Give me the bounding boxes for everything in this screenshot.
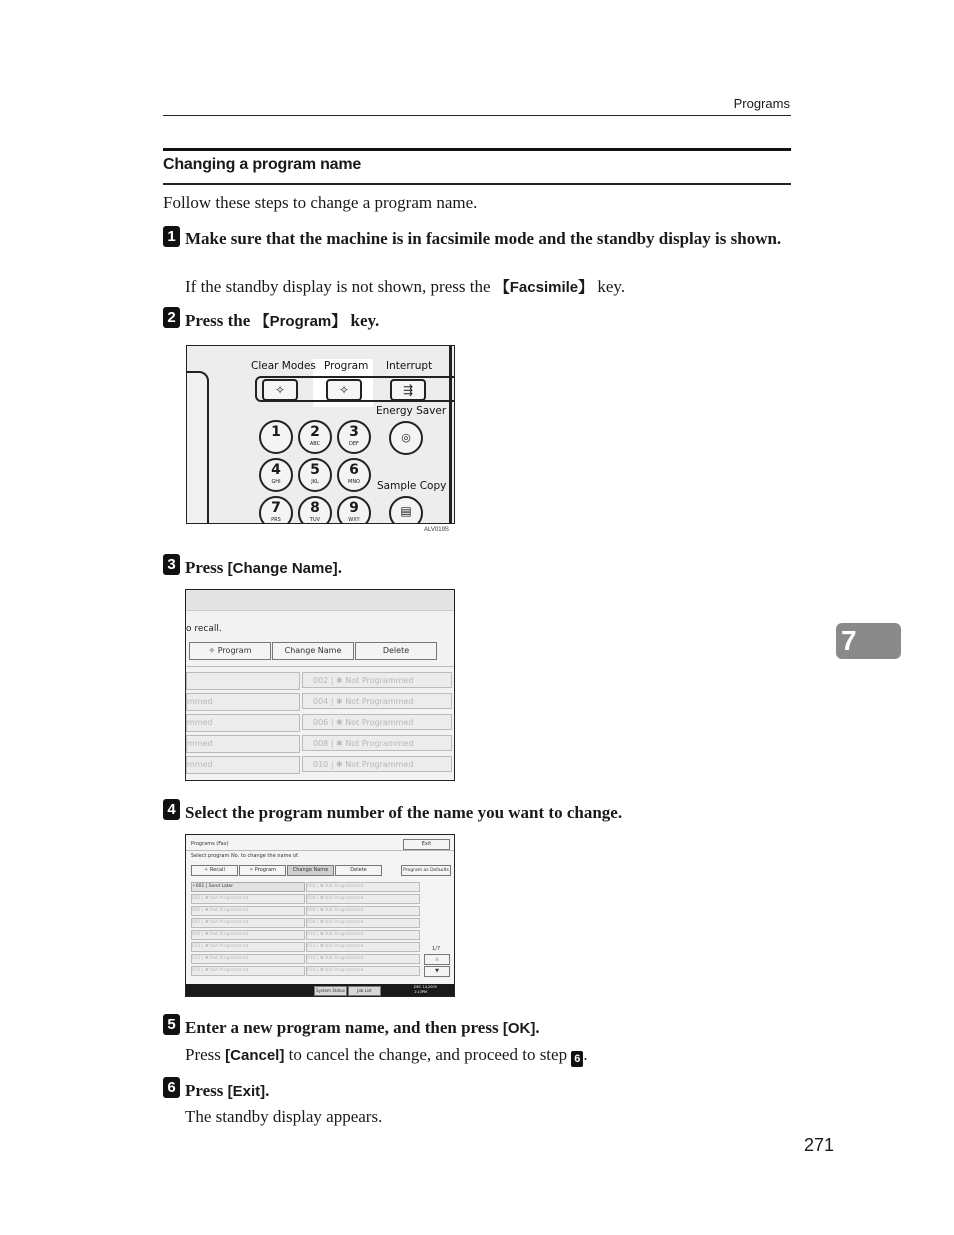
sample-copy-button[interactable] (389, 496, 423, 524)
list-item[interactable]: 010 | ✱ Not Programmed (306, 930, 420, 940)
figure-code: ALV019S (424, 527, 449, 533)
key-6[interactable]: 6 MNO (337, 458, 371, 492)
exit-button[interactable]: Exit (403, 839, 450, 850)
divider (186, 850, 454, 851)
step-4-text: Select the program number of the name you want to change. (185, 803, 623, 822)
step-4-number: 4 (163, 799, 180, 820)
step-5-number: 5 (163, 1014, 180, 1035)
running-header: Programs (733, 96, 790, 111)
arrow-down-icon: ▼ (435, 968, 439, 974)
list-item[interactable]: mmed (186, 714, 300, 732)
list-item[interactable]: 008 | ✱ Not Programmed (302, 735, 452, 751)
screen-title-bar (186, 590, 454, 611)
delete-button[interactable]: Delete (335, 865, 382, 876)
key-9[interactable]: 9 WXY (337, 496, 371, 524)
section-top-rule (163, 148, 791, 151)
list-item[interactable]: 010 | ✱ Not Programmed (302, 756, 452, 772)
list-item[interactable]: 002 | ✱ Not Programmed (306, 882, 420, 892)
screen-title: Programs (Fax) (191, 841, 229, 847)
interrupt-button[interactable] (390, 379, 426, 401)
chapter-tab: 7 (836, 623, 901, 659)
ok-key-label: [OK] (502, 1020, 536, 1037)
list-item[interactable]: 006 | ✱ Not Programmed (306, 906, 420, 916)
step-6-number: 6 (163, 1077, 180, 1098)
recall-button[interactable]: ✧ Recall (191, 865, 238, 876)
program-tab-button[interactable]: ✧ Program (239, 865, 286, 876)
clear-modes-button[interactable] (262, 379, 298, 401)
step-6-ref: 6 (571, 1051, 583, 1067)
list-item[interactable]: 009 | ✱ Not Programmed (191, 930, 305, 940)
step-1-text: Make sure that the machine is in facsimile mode and the standby display is shown. (185, 229, 782, 248)
step-1-number: 1 (163, 226, 180, 247)
key-4[interactable]: 4 GHI (259, 458, 293, 492)
program-tab-button[interactable]: ✧ Program (189, 642, 271, 660)
program-label: Program (324, 360, 369, 372)
program-as-defaults-button[interactable]: Program as Defaults (401, 865, 451, 876)
list-item[interactable]: 002 | ✱ Not Programmed (302, 672, 452, 688)
key-8[interactable]: 8 TUV (298, 496, 332, 524)
change-name-key-label: [Change Name] (227, 560, 338, 577)
arrow-up-icon: ▲ (435, 956, 439, 962)
header-rule (163, 115, 791, 116)
step-5-text: Enter a new program name, and then press [OK]. (185, 1018, 540, 1037)
change-name-button[interactable]: Change Name (272, 642, 354, 660)
step-2-number: 2 (163, 307, 180, 328)
sample-copy-icon: ▤ (400, 504, 412, 518)
list-item[interactable]: 003 | ✱ Not Programmed (191, 894, 305, 904)
list-item[interactable]: 004 | ✱ Not Programmed (302, 693, 452, 709)
list-item[interactable]: 007 | ✱ Not Programmed (191, 918, 305, 928)
section-bottom-rule (163, 183, 791, 185)
program-icon: ✧ (338, 383, 350, 397)
change-name-button[interactable]: Change Name (287, 865, 334, 876)
section-title: Changing a program name (163, 156, 362, 173)
key-2[interactable]: 2 ABC (298, 420, 332, 454)
step-5-note: Press [Cancel] to cancel the change, and proceed to step 6 . (185, 1045, 588, 1065)
key-7[interactable]: 7 PRS (259, 496, 293, 524)
page-number: 271 (803, 1135, 834, 1155)
key-1[interactable]: 1 (259, 420, 293, 454)
step-3-number: 3 (163, 554, 180, 575)
job-list-button[interactable]: Job List (348, 986, 381, 996)
screen-prompt: o recall. (186, 624, 222, 634)
key-5[interactable]: 5 JKL (298, 458, 332, 492)
delete-button[interactable]: Delete (355, 642, 437, 660)
list-item[interactable] (186, 672, 300, 690)
list-item[interactable]: 012 | ✱ Not Programmed (306, 942, 420, 952)
energy-saver-label: Energy Saver (376, 405, 447, 417)
sample-copy-label: Sample Copy (377, 480, 447, 492)
step-6-text: Press [Exit]. (185, 1081, 270, 1100)
list-item[interactable]: 008 | ✱ Not Programmed (306, 918, 420, 928)
step-1-note: If the standby display is not shown, press the 【Facsimile】 key. (185, 277, 626, 296)
energy-saver-button[interactable] (389, 421, 423, 455)
list-item[interactable]: mmed (186, 756, 300, 774)
list-item[interactable]: mmed (186, 735, 300, 753)
clear-modes-icon: ✧ (274, 383, 286, 397)
step-6-note: The standby display appears. (185, 1107, 383, 1126)
programs-fax-screen (185, 834, 455, 997)
list-item[interactable]: 005 | ✱ Not Programmed (191, 906, 305, 916)
list-item[interactable]: mmed (186, 693, 300, 711)
program-button[interactable] (326, 379, 362, 401)
step-3-text: Press [Change Name]. (185, 558, 342, 577)
list-item[interactable]: 014 | ✱ Not Programmed (306, 954, 420, 964)
list-item[interactable]: 016 | ✱ Not Programmed (306, 966, 420, 976)
cancel-key-label: [Cancel] (225, 1047, 285, 1064)
divider (186, 666, 454, 667)
panel-right-edge (449, 346, 452, 523)
program-key-label: 【Program】 (254, 313, 347, 330)
page-indicator: 1/7 (432, 946, 441, 952)
interrupt-label: Interrupt (386, 360, 433, 372)
interrupt-icon: ⇶ (402, 383, 414, 397)
list-item-selected[interactable]: ✧001 | Send Later (191, 882, 305, 892)
status-datetime: DEC 14,2005 1:13PM (414, 985, 437, 994)
control-panel-figure (186, 345, 455, 524)
panel-edge (186, 371, 209, 524)
change-name-screen-crop (185, 589, 455, 781)
system-status-button[interactable]: System Status (314, 986, 347, 996)
list-item[interactable]: 004 | ✱ Not Programmed (306, 894, 420, 904)
list-item[interactable]: 011 | ✱ Not Programmed (191, 942, 305, 952)
scroll-up-button[interactable] (424, 954, 450, 965)
step-2-text: Press the 【Program】 key. (185, 311, 380, 330)
key-3[interactable]: 3 DEF (337, 420, 371, 454)
scroll-down-button[interactable] (424, 966, 450, 977)
facsimile-key-label: 【Facsimile】 (494, 279, 594, 296)
intro-text: Follow these steps to change a program name. (163, 193, 478, 212)
screen-prompt: Select program No. to change the name of. (191, 853, 300, 859)
clear-modes-label: Clear Modes (251, 360, 316, 372)
exit-key-label: [Exit] (227, 1083, 266, 1100)
energy-saver-icon: ◎ (401, 431, 411, 444)
list-item[interactable]: 015 | ✱ Not Programmed (191, 966, 305, 976)
list-item[interactable]: 006 | ✱ Not Programmed (302, 714, 452, 730)
list-item[interactable]: 013 | ✱ Not Programmed (191, 954, 305, 964)
